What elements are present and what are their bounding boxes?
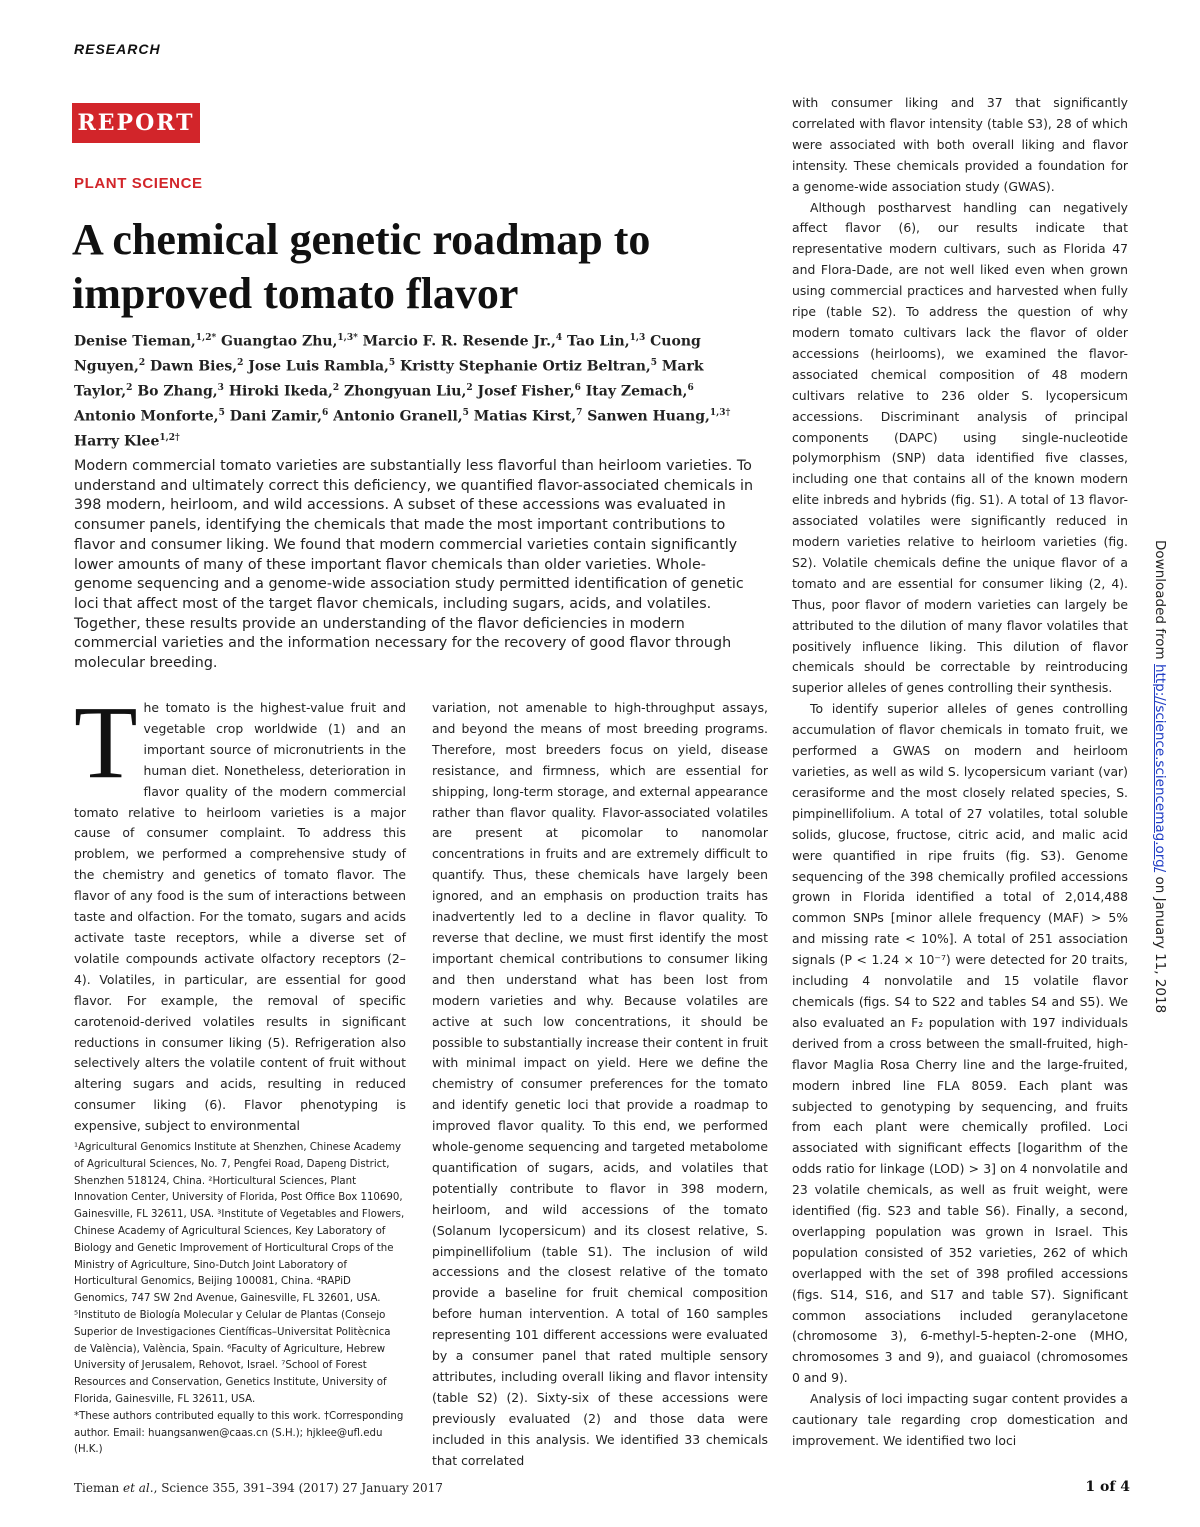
author-affiliation-mark: 2 [466, 383, 473, 394]
column-3-paragraph: Analysis of loci impacting sugar content provides a cautionary tale regarding crop domestication and improvement. We identified two loci [792, 1391, 1128, 1448]
column-1-text: he tomato is the highest-value fruit and vegetable crop worldwide (1) and an important source of micronutrients in the human diet. Nonetheless, deterioration in flavor quality of the modern commercial tomato relative to heirloom varieties is a major cause of consumer complaint. To address this problem, we performed a comprehensive study of the chemistry and genetics of tomato flavor. The flavor of any food is the sum of interactions between taste and olfaction. For the tomato, sugars and acids activate taste receptors, while a diverse set of volatile compounds activate olfactory receptors (2–4). Volatiles, in particular, are essential for good flavor. For example, the removal of specific carotenoid-derived volatiles results in significant reductions in consumer liking (5). Refrigeration also selectively alters the volatile content of fruit without altering sugars and acids, resulting in reduced consumer liking (6). Flavor phenotyping is expensive, subject to environmental [74, 700, 406, 1134]
download-note [1152, 540, 1168, 1013]
author-name: Harry Klee [74, 433, 160, 450]
author-name: Antonio Monforte, [74, 408, 219, 425]
author-name: Dawn Bies, [150, 358, 238, 375]
author-affiliation-mark: 2 [237, 358, 244, 369]
section-label: RESEARCH [74, 41, 161, 57]
author-name: Antonio Granell, [333, 408, 463, 425]
author-affiliation-mark: 4 [555, 333, 563, 343]
author-name: Tao Lin, [567, 333, 630, 350]
page-number: 1 of 4 [1085, 1479, 1130, 1495]
author-affiliation-mark: 2 [138, 358, 146, 369]
download-note-suffix: on January 11, 2018 [1152, 872, 1168, 1014]
author-name: Bo Zhang, [137, 383, 218, 400]
author-name: Denise Tieman, [74, 333, 196, 350]
download-note-prefix: Downloaded from [1152, 540, 1168, 664]
body-column-3 [792, 93, 1128, 1458]
author-name: Hiroki Ikeda, [228, 383, 333, 400]
author-affiliation-mark: 3 [217, 383, 224, 394]
author-affiliation-mark: 7 [576, 408, 583, 419]
author-affiliation-mark: 6 [687, 383, 694, 394]
column-3-paragraph: with consumer liking and 37 that significantly correlated with flavor intensity (table S3), 28 of which were associated with both overall liking and flavor intensity. These chemicals provided a foundation for a genome-wide association study (GWAS). [792, 95, 1128, 194]
column-3-paragraph: Although postharvest handling can negatively affect flavor (6), our results indicate that representative modern cultivars, such as Florida 47 and Flora-Dade, are not well liked even when grown using commercial practices and harvested when fully ripe (table S2). To address the question of why modern tomato cultivars lack the flavor of older accessions (heirlooms), we examined the flavor-associated chemical composition of 48 modern cultivars relative to 236 older S. lycopersicum accessions. Discriminant analysis of principal components (DAPC) using single-nucleotide polymorphism (SNP) data identified five classes, including one that contains all of the known modern elite inbreds and hybrids (fig. S1). A total of 13 flavor-associated volatiles were significantly reduced in modern varieties relative to heirloom varieties (fig. S2). Volatile chemicals define the unique flavor of a tomato and are essential for consumer liking (2, 4). Thus, poor flavor of modern varieties can largely be attributed to the dilution of many flavor volatiles that positively influence liking. This dilution of flavor chemicals should be correctable by reintroducing superior alleles of genes controlling their synthesis. [792, 199, 1128, 696]
author-name: Matias Kirst, [473, 408, 577, 425]
author-name: Mark Taylor, [74, 358, 704, 400]
author-name: Itay Zemach, [585, 383, 688, 400]
citation-details: , Science 355, 391–394 (2017) 27 January 2017 [153, 1481, 443, 1495]
author-affiliation-mark: 1,2† [159, 433, 180, 444]
affiliation-list: ¹Agricultural Genomics Institute at Shenzhen, Chinese Academy of Agricultural Sciences, No. 7, Pengfei Road, Dapeng District, Shenzhen 518124, China. ²Horticultural Sciences, Plant Innovation Center, University of Florida, Post Office Box 110690, Gainesville, FL 32611, USA. ³Institute of Vegetables and Flowers, Chinese Academy of Agricultural Sciences, Key Laboratory of Biology and Genetic Improvement of Horticultural Crops of the Ministry of Agriculture, Sino-Dutch Joint Laboratory of Horticultural Genomics, Beijing 100081, China. ⁴RAPiD Genomics, 747 SW 2nd Avenue, Gainesville, FL 32601, USA. ⁵Instituto de Biología Molecular y Celular de Plantas (Consejo Superior de Investigaciones Científicas–Universitat Politècnica de València), València, Spain. ⁶Faculty of Agriculture, Hebrew University of Jerusalem, Rehovot, Israel. ⁷School of Forest Resources and Conservation, Genetics Institute, University of Florida, Gainesville, FL 32611, USA. [74, 1142, 405, 1405]
body-column-1 [74, 685, 406, 1134]
author-name: Kristty Stephanie Ortiz Beltran, [400, 358, 651, 375]
author-name: Cuong Nguyen, [74, 333, 701, 375]
author-name: Zhongyuan Liu, [344, 383, 467, 400]
column-3-paragraph: To identify superior alleles of genes controlling accumulation of flavor chemicals in tomato fruit, we performed a GWAS on modern and heirloom varieties, as well as wild S. lycopersicum variant (var) cerasiforme and the most closely related species, S. pimpinellifolium. A total of 27 volatiles, total soluble solids, glucose, fructose, citric acid, and malic acid were quantified in ripe fruits (fig. S3). Genome sequencing of the 398 chemically profiled accessions grown in Florida identified a total of 2,014,488 common SNPs [minor allele frequency (MAF) > 5% and missing rate < 10%]. A total of 251 association signals (P < 1.24 × 10⁻⁷) were detected for 20 traits, including 4 nonvolatile and 15 volatile flavor chemicals (figs. S4 to S22 and tables S4 and S5). We also evaluated an F₂ population with 197 individuals derived from a cross between the small-fruited, high-flavor Maglia Rosa Cherry line and the large-fruited, modern inbred line FLA 8059. Each plant was subjected to genotyping by sequencing, and fruits from each plant were chemically profiled. Loci associated with significant effects [logarithm of the odds ratio for linkage (LOD) > 3] on 4 nonvolatile and 23 volatile chemicals, as well as fruit weight, were identified (fig. S23 and table S6). Finally, a second, overlapping population was grown in Israel. This population consisted of 352 varieties, 262 of which overlapped with the set of 398 profiled accessions (figs. S14, S16, and S17 and table S7). Significant common associations included geranylacetone (chromosome 3), 6-methyl-5-hepten-2-one (MHO, chromosomes 3 and 9), and guaiacol (chromosomes 0 and 9). [792, 701, 1128, 1386]
column-2-text: variation, not amenable to high-throughput assays, and beyond the means of most breeding programs. Therefore, most breeders focus on yield, disease resistance, and firmness, which are essential for shipping, long-term storage, and external appearance rather than flavor quality. Flavor-associated volatiles are present at picomolar to nanomolar concentrations in fruits and are extremely difficult to quantify. Thus, these chemicals have largely been ignored, and an emphasis on production traits has inadvertently led to a decline in flavor quality. To reverse that decline, we must first identify the most important chemical contributions to consumer liking and then understand what has been lost from modern varieties and why. Because volatiles are active at such low concentrations, it should be possible to substantially increase their content in fruit with minimal impact on yield. Here we define the chemistry of consumer preferences for the tomato and identify genetic loci that provide a roadmap to improved flavor quality. To this end, we performed whole-genome sequencing and targeted metabolome quantification of sugars, acids, and volatiles that potentially contribute to flavor in 398 modern, heirloom, and wild accessions of the tomato (Solanum lycopersicum) and its closest relative, S. pimpinellifolium (table S1). The inclusion of wild accessions and the closest relative of the tomato provide a baseline for fruit chemical composition before human intervention. A total of 160 samples representing 101 different accessions were evaluated by a consumer panel that rated multiple sensory attributes, including overall liking and flavor intensity (table S2) (2). Sixty-six of these accessions were previously evaluated (2) and those data were included in this analysis. We identified 33 chemicals that correlated [432, 700, 768, 1468]
abstract: Modern commercial tomato varieties are substantially less flavorful than heirloom varieties. To understand and ultimately correct this deficiency, we quantified flavor-associated chemicals in 398 modern, heirloom, and wild accessions. A subset of these accessions was evaluated in consumer panels, identifying the chemicals that made the most important contributions to flavor and consumer liking. We found that modern commercial varieties contain significantly lower amounts of many of these important flavor chemicals than older varieties. Whole-genome sequencing and a genome-wide association study permitted identification of genetic loci that affect most of the target flavor chemicals, including sugars, acids, and volatiles. Together, these results provide an understanding of the flavor deficiencies in modern commercial varieties and the information necessary for the recovery of good flavor through molecular breeding. [74, 458, 754, 672]
author-affiliation-mark: 6 [321, 408, 329, 419]
author-name: Sanwen Huang, [587, 408, 710, 425]
author-affiliation-mark: 1,3† [709, 408, 731, 419]
author-affiliation-mark: 1,3 [629, 333, 646, 343]
author-name: Josef Fisher, [477, 383, 575, 400]
author-affiliation-mark: 5 [388, 358, 396, 369]
author-affiliation-mark: 2 [126, 383, 133, 394]
citation-authors: Tieman [74, 1481, 124, 1495]
citation-footer [74, 1481, 443, 1495]
author-affiliation-mark: 6 [574, 383, 581, 394]
drop-cap: T [74, 685, 138, 800]
download-link[interactable]: http://science.sciencemag.org/ [1152, 663, 1168, 873]
author-affiliation-mark: 5 [650, 358, 658, 369]
author-name: Dani Zamir, [229, 408, 322, 425]
author-affiliation-mark: 5 [462, 408, 469, 419]
author-affiliation-mark: 2 [332, 383, 340, 394]
subject-kicker: PLANT SCIENCE [74, 175, 203, 192]
author-name: Guangtao Zhu, [221, 333, 338, 350]
author-affiliation-mark: 1,2* [195, 333, 217, 343]
author-name: Marcio F. R. Resende Jr., [362, 333, 556, 350]
affiliations [74, 1140, 406, 1459]
report-badge: REPORT [72, 103, 200, 143]
article-title: A chemical genetic roadmap to improved tomato flavor [72, 215, 651, 318]
author-name: Jose Luis Rambla, [248, 358, 389, 375]
citation-etal: et al. [123, 1481, 154, 1495]
author-list [74, 328, 754, 453]
body-column-2 [432, 698, 768, 1468]
author-affiliation-mark: 5 [218, 408, 225, 419]
author-affiliation-mark: 1,3* [337, 333, 358, 343]
author-footnote: *These authors contributed equally to this work. †Corresponding author. Email: huangsanwen@caas.cn (S.H.); hjklee@ufl.edu (H.K.) [74, 1410, 404, 1456]
